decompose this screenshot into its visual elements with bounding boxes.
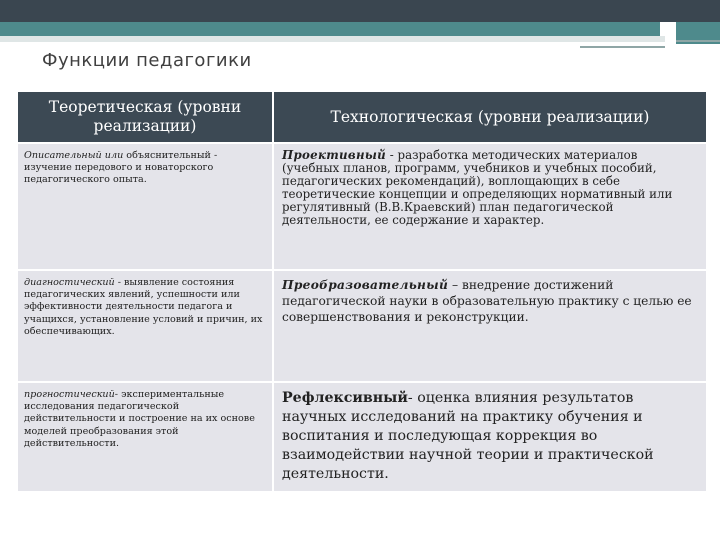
term-transformative: Преобразовательный xyxy=(282,278,449,292)
header-rule xyxy=(580,46,665,48)
cell-projective xyxy=(273,143,707,270)
cell-reflexive xyxy=(273,382,707,492)
term-projective: Проективный xyxy=(282,148,387,162)
text-diagnostic: - выявление состояния педагогических явлений, успешности или эффективности деятельности педагога и учащихся, установление условий и причин, их обеспечивающих. xyxy=(24,277,263,337)
term-reflexive: Рефлексивный xyxy=(282,390,408,406)
table-header-row xyxy=(17,91,707,143)
text-transformative: – внедрение достижений педагогической науки в образовательную практику с целью ее совершенствования и реконструкции. xyxy=(282,278,692,324)
text-projective: - разработка методических материалов (учебных планов, программ, учебников и учебных пособий, педагогических рекомендаций), воплощающих в себе теоретические концепции и определяющих нормативный или регулятивный (В.В.Краевский) план педагогической деятельности, ее содержание и характер. xyxy=(282,148,673,227)
text-prognostic: - экспериментальные исследования педагогической действительности и построение на их основе моделей преобразования этой действительности. xyxy=(24,389,255,449)
header-technological: Технологическая (уровни реализации) xyxy=(273,91,707,143)
cell-descriptive xyxy=(17,143,273,270)
text-reflexive: - оценка влияния результатов научных исследований на практику обучения и воспитания и последующая коррекция во взаимодействии научной теории и практической деятельности. xyxy=(282,390,654,482)
header-band-teal xyxy=(0,22,660,36)
cell-transformative xyxy=(273,270,707,382)
term-prognostic: прогностический xyxy=(24,389,115,400)
header-rule-right xyxy=(676,40,720,42)
cell-diagnostic xyxy=(17,270,273,382)
term-descriptive: Описательный или xyxy=(24,150,124,161)
text-descriptive: объяснительный - изучение передового и новаторского педагогического опыта. xyxy=(24,150,218,186)
term-diagnostic: диагностический xyxy=(24,277,115,288)
table-row xyxy=(17,270,707,382)
header-band-light xyxy=(0,36,665,42)
table-row xyxy=(17,143,707,270)
cell-prognostic xyxy=(17,382,273,492)
page-title: Функции педагогики xyxy=(42,50,252,71)
header-theoretical: Теоретическая (уровни реализации) xyxy=(17,91,273,143)
functions-table xyxy=(16,90,708,493)
table-row xyxy=(17,382,707,492)
header-band-dark xyxy=(0,0,720,22)
